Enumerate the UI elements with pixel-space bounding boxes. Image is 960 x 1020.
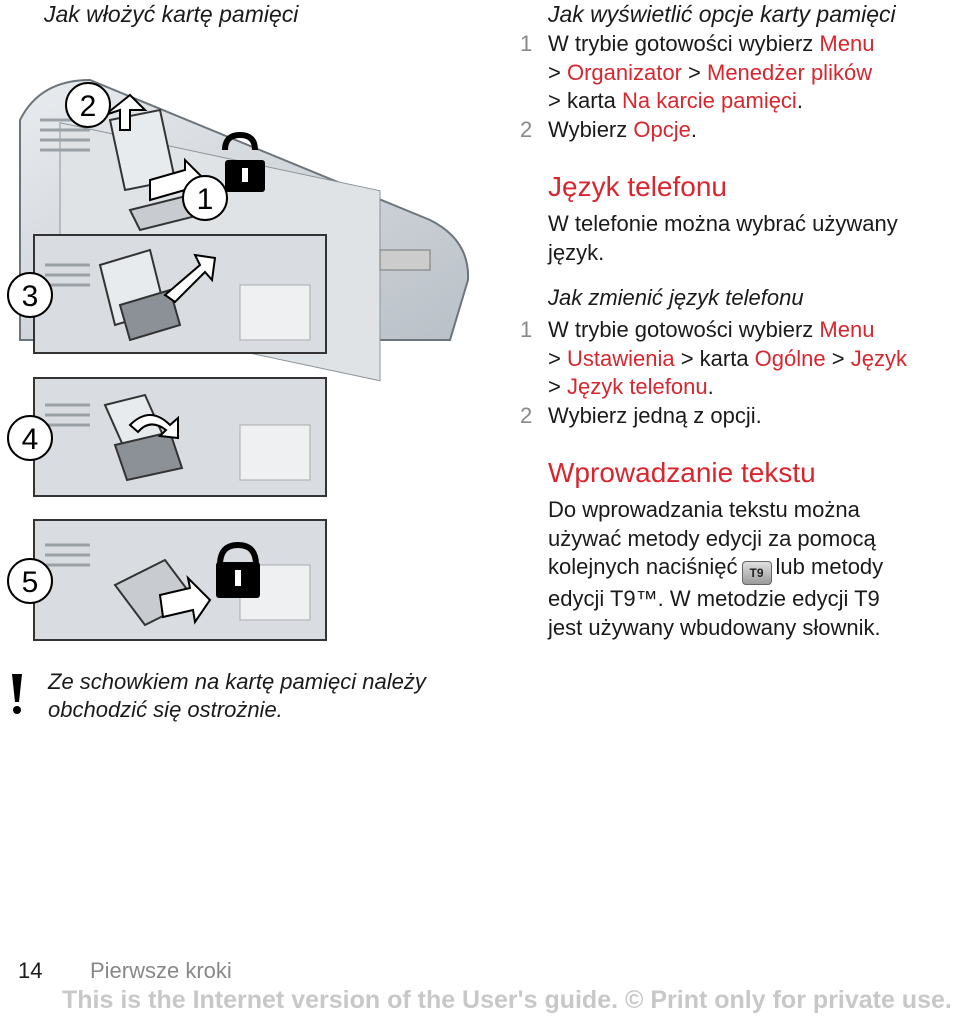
step-4-panel: [34, 378, 326, 496]
card-options-steps: [520, 30, 874, 144]
svg-text:5: 5: [21, 566, 39, 599]
options-step-1-cont-a: > Organizator > Menedżer plików: [548, 59, 873, 85]
phone-language-body: W telefonie można wybrać używany język.: [548, 211, 898, 265]
lang-step-1-cont-b: > Język telefonu.: [548, 374, 714, 399]
section-name: Pierwsze kroki: [90, 958, 232, 983]
text-input-title: Wprowadzanie tekstu: [548, 457, 816, 488]
step-4-label: [8, 416, 52, 460]
warning-line-1: Ze schowkiem na kartę pamięci należy: [48, 669, 426, 694]
internet-version-note: This is the Internet version of the User's guide. © Print only for private use.: [62, 986, 952, 1014]
lang-step-1-cont-a: > Ustawienia > karta Ogólne > Język: [548, 345, 907, 371]
t9-key-icon: T9: [742, 561, 772, 585]
step-2-label: [66, 83, 110, 127]
svg-text:3: 3: [21, 280, 39, 313]
warning-line-2: obchodzić się ostrożnie.: [48, 697, 283, 722]
phone-language-title: Język telefonu: [548, 171, 727, 202]
page-number: 14: [18, 958, 43, 983]
exclamation-icon: [6, 672, 28, 716]
step-3-panel: [34, 235, 326, 353]
change-language-steps: [520, 316, 907, 430]
step-5-label: [8, 559, 52, 603]
insert-card-heading: Jak włożyć kartę pamięci: [44, 1, 299, 27]
lang-step-2: 2 Wybierz jedną z opcji.: [520, 402, 762, 428]
card-options-heading: Jak wyświetlić opcje karty pamięci: [548, 1, 896, 27]
memory-card-illustration: [0, 40, 480, 650]
step-1-label: [183, 176, 227, 220]
text-input-body: Do wprowadzania tekstu można używać metody edycji za pomocą kolejnych naciśnięć T9 lub metody edycji T9™. W metodzie edycji T9 jest używany wbudowany słownik.: [548, 497, 884, 640]
change-language-heading: Jak zmienić język telefonu: [548, 285, 804, 310]
lang-step-1: 1 W trybie gotowości wybierz Menu: [520, 317, 875, 342]
options-step-2: 2 Wybierz Opcje.: [520, 116, 697, 142]
options-step-1: 1 W trybie gotowości wybierz Menu: [520, 31, 875, 56]
svg-text:1: 1: [196, 183, 214, 216]
step-3-label: [8, 273, 52, 317]
svg-text:2: 2: [79, 90, 97, 123]
svg-text:4: 4: [21, 423, 39, 456]
step-5-panel: [34, 520, 326, 640]
options-step-1-cont-b: > karta Na karcie pamięci.: [548, 88, 803, 113]
warning-note: [48, 668, 426, 724]
